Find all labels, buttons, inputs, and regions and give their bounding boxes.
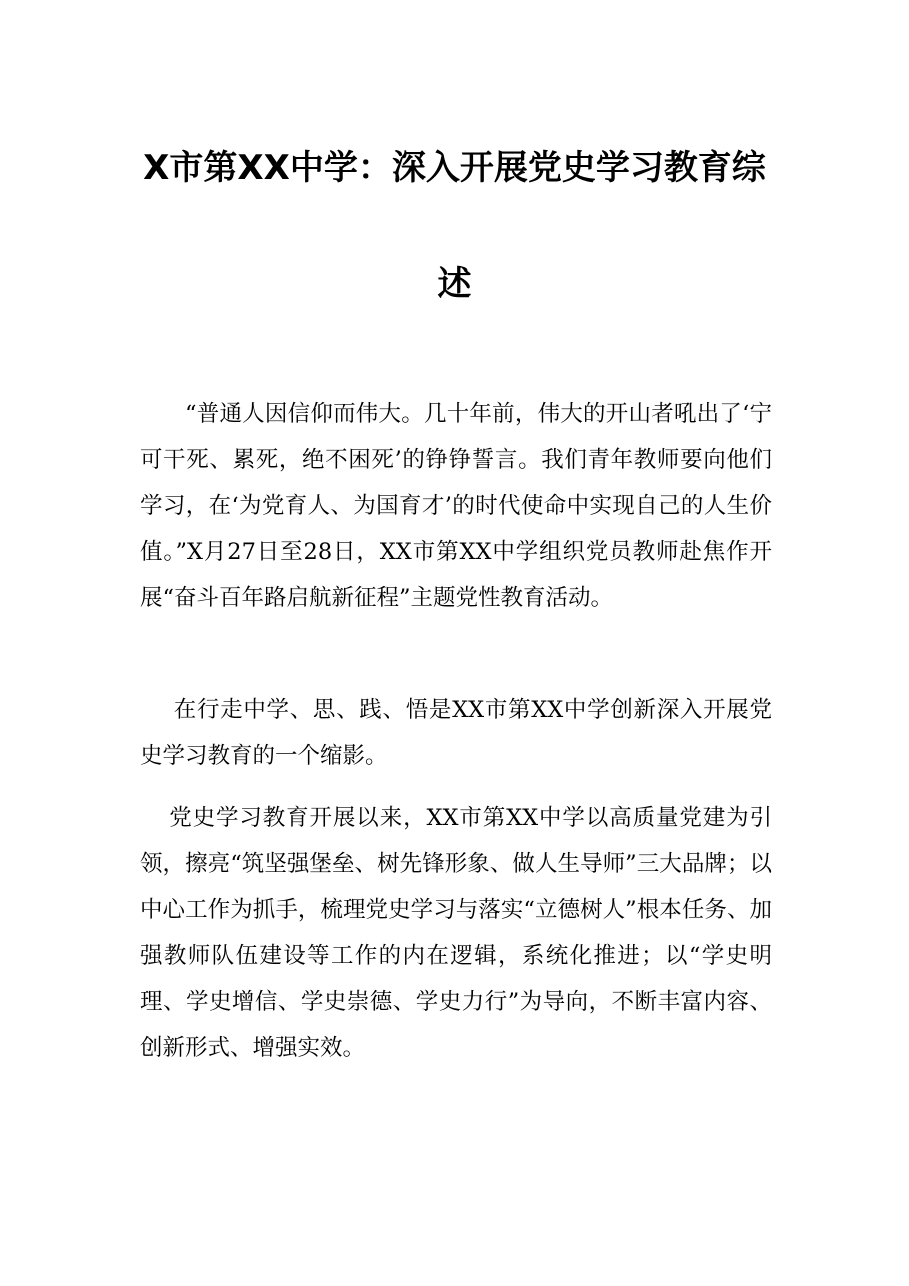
paragraph-1: “普通人因信仰而伟大。几十年前，伟大的开山者吼出了‘宁可干死、累死，绝不困死’的铮铮誓言。我们青年教师要向他们学习，在‘为党育人、为国育才’的时代使命中实现自己的人生价值。”X月27日至28日，XX市第XX中学组织党员教师赴焦作开展“奋斗百年路启航新征程”主题党性教育活动。: [140, 401, 772, 611]
paragraph-2: 在行走中学、思、践、悟是XX市第XX中学创新深入开展党史学习教育的一个缩影。: [140, 697, 772, 769]
document-title-line-1: X市第XX中学：深入开展党史学习教育综: [143, 148, 766, 188]
paragraph-3: 党史学习教育开展以来，XX市第XX中学以高质量党建为引领，擦亮“筑坚强堡垒、树先锋形象、做人生导师”三大品牌；以中心工作为抓手，梳理党史学习与落实“立德树人”根本任务、加强教师队伍建设等工作的内在逻辑，系统化推进；以“学史明理、学史增信、学史崇德、学史力行”为导向，不断丰富内容、创新形式、增强实效。: [140, 805, 772, 1061]
document-title-line-2: 述: [437, 264, 472, 304]
